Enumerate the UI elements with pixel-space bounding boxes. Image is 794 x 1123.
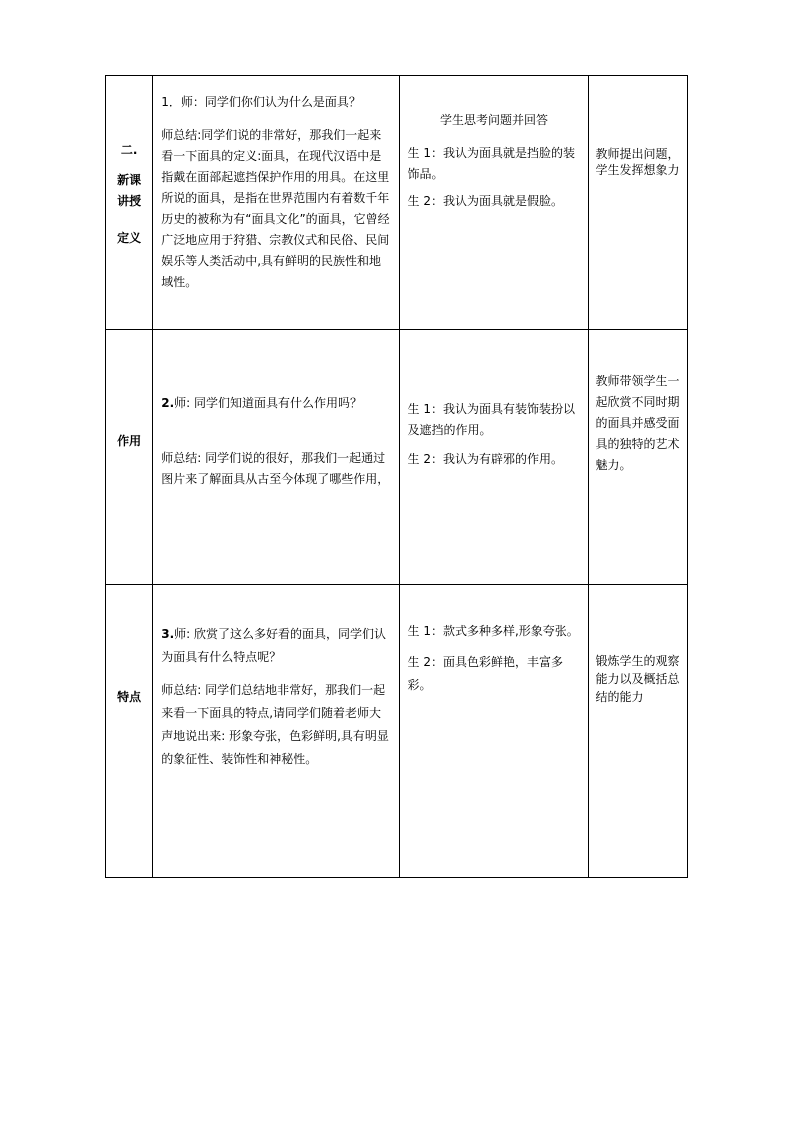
- student-answer: 生 2：我认为面具就是假脸。: [407, 194, 563, 208]
- section-label-part: 定义: [117, 231, 142, 245]
- design-intent: 教师带领学生一起欣赏不同时期的面具并感受面具的独特的艺术魅力。: [595, 374, 680, 472]
- question-number: 3.: [161, 627, 175, 641]
- student-activity-cell: [399, 76, 589, 330]
- question-number: 2.: [161, 396, 175, 410]
- section-cell-features: [106, 585, 153, 878]
- design-intent-cell: [589, 76, 688, 330]
- student-answer: 生 1：我认为面具有装饰装扮以及遮挡的作用。: [407, 402, 575, 437]
- design-intent-cell: [589, 330, 688, 585]
- design-intent: 锻炼学生的观察能力以及概括总结的能力: [595, 654, 680, 704]
- section-cell-definition: [106, 76, 153, 330]
- section-label: 作用: [117, 434, 142, 448]
- student-activity-cell: [399, 585, 589, 878]
- teacher-question: 1．师：同学们你们认为什么是面具？: [161, 95, 361, 109]
- student-answer: 生 2：我认为有辟邪的作用。: [407, 452, 563, 466]
- teacher-summary: 师总结:同学们说的非常好，那我们一起来看一下面具的定义:面具，在现代汉语中是指戴在面部起遮挡保护作用的用具。在这里所说的面具，是指在世界范围内有着数千年历史的被称为有“面具文化”的面具，它曾经广泛地应用于狩猎、宗教仪式和民俗、民间娱乐等人类活动中,具有鲜明的民族性和地域性。: [161, 128, 390, 289]
- student-answer: 生 2：面具色彩鲜艳，丰富多彩。: [407, 655, 563, 692]
- question-text: 师: 欣赏了这么多好看的面具，同学们认为面具有什么特点呢？: [161, 627, 387, 664]
- teacher-activity-cell: [153, 76, 399, 330]
- lesson-plan-table: [105, 75, 688, 878]
- teacher-activity-cell: [153, 330, 399, 585]
- teacher-summary: 师总结: 同学们总结地非常好，那我们一起来看一下面具的特点,请同学们随着老师大声地说出来: 形象夸张，色彩鲜明,具有明显的象征性、装饰性和神秘性。: [161, 683, 389, 766]
- student-activity-title: 学生思考问题并回答: [439, 113, 548, 127]
- section-cell-function: [106, 330, 153, 585]
- section-label: 特点: [117, 690, 142, 704]
- teacher-summary: 师总结: 同学们说的很好，那我们一起通过图片来了解面具从古至今体现了哪些作用，: [161, 451, 390, 486]
- student-activity-cell: [399, 330, 589, 585]
- teacher-question: [153, 393, 398, 414]
- teacher-question: [153, 623, 398, 669]
- table-row-features: [106, 585, 688, 878]
- student-answer: 生 1：我认为面具就是挡脸的装饰品。: [407, 146, 575, 181]
- student-answer: 生 1：款式多种多样,形象夸张。: [407, 624, 579, 638]
- section-label-part: 二.: [120, 143, 138, 157]
- section-label-part: 讲授: [117, 194, 142, 208]
- teacher-activity-cell: [153, 585, 399, 878]
- design-intent-cell: [589, 585, 688, 878]
- table-row-function: [106, 330, 688, 585]
- question-text: 师: 同学们知道面具有什么作用吗？: [174, 396, 363, 410]
- table-row-definition: [106, 76, 688, 330]
- design-intent: 教师提出问题，学生发挥想象力: [595, 147, 680, 177]
- section-label-part: 新课: [117, 173, 142, 187]
